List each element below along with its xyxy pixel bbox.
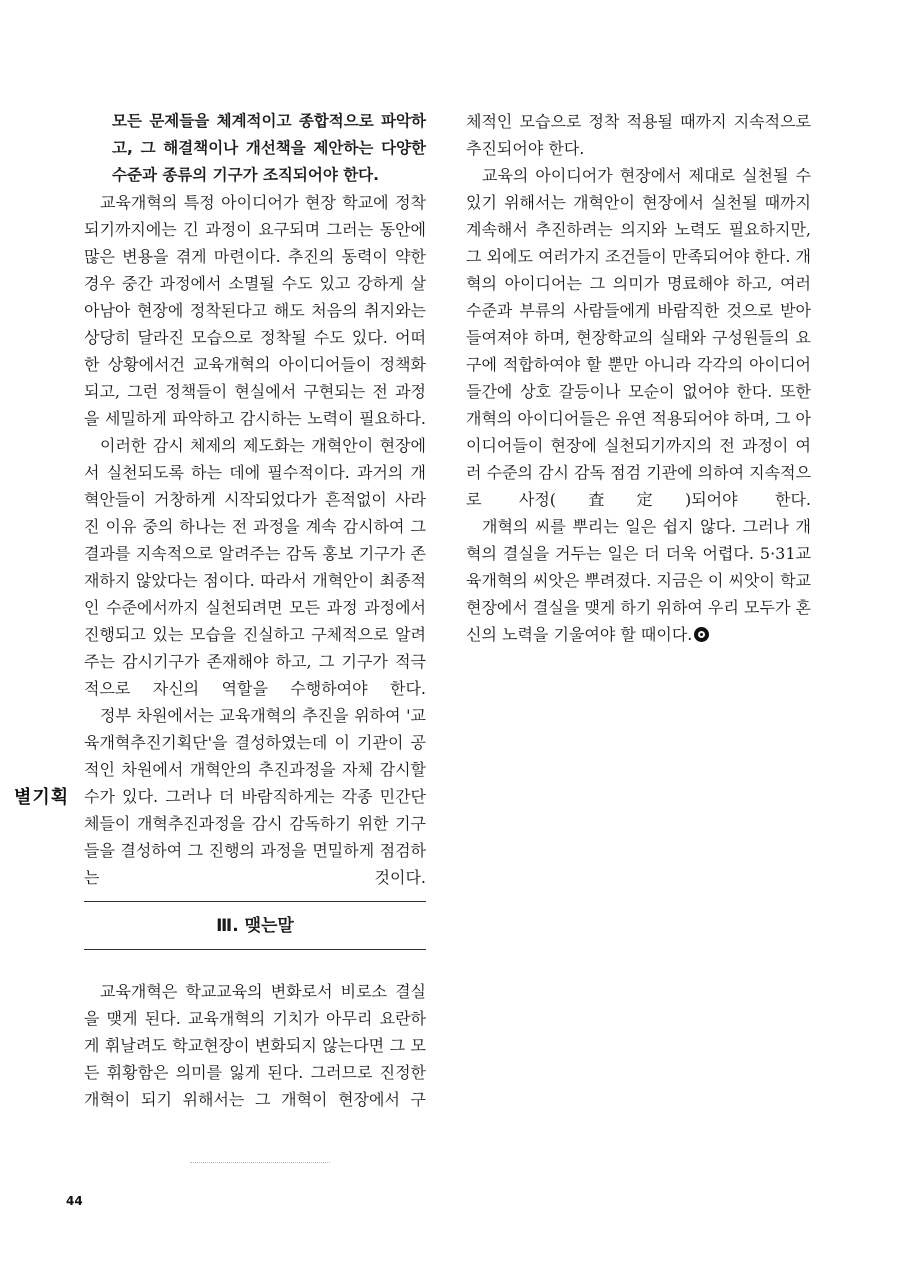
lead-summary xyxy=(84,108,426,189)
lead-line: 모든 문제들을 체계적이고 종합적으로 파악하 xyxy=(112,112,426,130)
body-paragraph: 교육개혁은 학교교육의 변화로서 비로소 결실을 맺게 된다. 교육개혁의 기치가 아무리 요란하게 휘날려도 학교현장이 변화되지 않는다면 그 모든 휘황함은 의미를 잃게 된다. 그러므로 진정한 개혁이 되기 위해서는 그 개혁이 현장에서 구 xyxy=(84,982,426,1109)
body-paragraph: 교육개혁의 특정 아이디어가 현장 학교에 정착되기까지에는 긴 과정이 요구되며 그러는 동안에 많은 변용을 겪게 마련이다. 추진의 동력이 약한 경우 중간 과정에서 소멸될 수도 있고 강하게 살아남아 현장에 정착된다고 해도 처음의 취지와는 상당히 달라진 모습으로 정착될 수도 있다. 어떠한 상황에서건 교육개혁의 아이디어들이 정책화되고, 그런 정책들이 현실에서 구현되는 전 과정을 세밀하게 파악하고 감시하는 노력이 필요하다. xyxy=(84,193,426,428)
closing-text: 개혁의 씨를 뿌리는 일은 쉽지 않다. 그러나 개혁의 결실을 거두는 일은 더 더욱 어렵다. 5·31교육개혁의 씨앗은 뿌려졌다. 지금은 이 씨앗이 학교 현장에서 결실을 맺게 하기 위하여 우리 모두가 혼신의 노력을 기울여야 할 때이다. xyxy=(466,517,811,644)
left-column xyxy=(84,108,426,1113)
section-heading: Ⅲ. 맺는말 xyxy=(216,916,294,936)
lead-line: 고, 그 해결책이나 개선책을 제안하는 다양한 xyxy=(112,139,426,157)
right-column xyxy=(466,108,811,648)
lead-line: 수준과 종류의 기구가 조직되어야 한다. xyxy=(112,166,380,184)
section-rule-bottom xyxy=(84,949,426,950)
body-paragraph xyxy=(466,513,811,648)
side-section-label: 별기획 xyxy=(14,787,70,808)
body-paragraph: 정부 차원에서는 교육개혁의 추진을 위하여 '교육개혁추진기획단'을 결성하였는데 이 기관이 공적인 차원에서 개혁안의 추진과정을 자체 감시할 수가 있다. 그러나 더 바람직하게는 각종 민간단체들이 개혁추진과정을 감시 감독하기 위한 기구들을 결성하여 그 진행의 과정을 면밀하게 점검하는 것이다. xyxy=(84,706,426,887)
body-paragraph: 체적인 모습으로 정착 적용될 때까지 지속적으로 추진되어야 한다. xyxy=(466,112,811,158)
end-mark-icon xyxy=(694,627,709,642)
page-number: 44 xyxy=(66,1194,83,1208)
body-paragraph: 이러한 감시 체제의 제도화는 개혁안이 현장에서 실천되도록 하는 데에 필수적이다. 과거의 개혁안들이 거창하게 시작되었다가 흔적없이 사라진 이유 중의 하나는 전 과정을 계속 감시하여 그 결과를 지속적으로 알려주는 감독 홍보 기구가 존재하지 않았다는 점이다. 따라서 개혁안이 최종적인 수준에서까지 실천되려면 모든 과정 과정에서 진행되고 있는 모습을 진실하고 구체적으로 알려주는 감시기구가 존재해야 하고, 그 기구가 적극적으로 자신의 역할을 수행하여야 한다. xyxy=(84,436,426,698)
scan-artifact xyxy=(190,1162,330,1163)
body-paragraph: 교육의 아이디어가 현장에서 제대로 실천될 수 있기 위해서는 개혁안이 현장에서 실천될 때까지 계속해서 추진하려는 의지와 노력도 필요하지만, 그 외에도 여러가지 조건들이 만족되어야 한다. 개혁의 아이디어는 그 의미가 명료해야 하고, 여러 수준과 부류의 사람들에게 바람직한 것으로 받아들여져야 하며, 현장학교의 실태와 구성원들의 요구에 적합하여야 할 뿐만 아니라 각각의 아이디어들간에 상호 갈등이나 모순이 없어야 한다. 또한 개혁의 아이디어들은 유연 적용되어야 하며, 그 아이디어들이 현장에 실천되기까지의 전 과정이 여러 수준의 감시 감독 점검 기관에 의하여 지속적으로 사정(査定)되어야 한다. xyxy=(466,166,811,509)
